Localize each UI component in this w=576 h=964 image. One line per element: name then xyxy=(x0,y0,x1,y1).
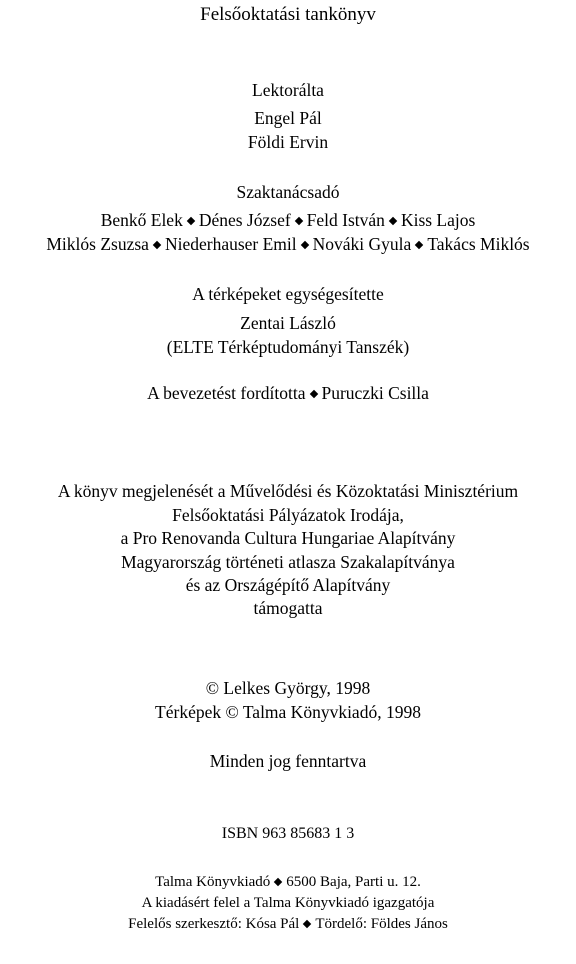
responsible-editor: Felelős szerkesztő: Kósa Pál xyxy=(128,916,300,932)
support-line: A könyv megjelenését a Művelődési és Közoktatási Minisztérium xyxy=(57,481,519,501)
isbn: ISBN 963 85683 1 3 xyxy=(221,825,355,842)
diamond-separator-icon xyxy=(300,241,308,249)
rights-reserved: Minden jog fenntartva xyxy=(209,751,367,771)
maps-editor-affiliation: (ELTE Térképtudományi Tanszék) xyxy=(166,337,410,357)
copyright-author: © Lelkes György, 1998 xyxy=(205,678,371,698)
consultant-name: Miklós Zsuzsa xyxy=(46,234,149,254)
publisher-line xyxy=(0,875,576,890)
consultant-name: Takács Miklós xyxy=(427,234,530,254)
diamond-separator-icon xyxy=(294,217,302,225)
maps-editor-name: Zentai László xyxy=(240,313,336,333)
consultants-row-2 xyxy=(0,236,576,254)
reviewer-name: Földi Ervin xyxy=(247,132,329,152)
diamond-separator-icon xyxy=(153,241,161,249)
publisher-address: 6500 Baja, Parti u. 12. xyxy=(286,874,421,890)
support-line: támogatta xyxy=(253,598,323,618)
diamond-separator-icon xyxy=(303,919,311,927)
copyright-maps: Térképek © Talma Könyvkiadó, 1998 xyxy=(155,702,421,722)
consultant-name: Dénes József xyxy=(198,210,291,230)
publisher-name: Talma Könyvkiadó xyxy=(155,874,271,890)
translation-credit xyxy=(0,385,576,403)
support-line: Magyarország történeti atlasza Szakalapítványa xyxy=(121,552,455,572)
maps-heading: A térképeket egységesítette xyxy=(192,284,384,304)
editor-line xyxy=(0,917,576,932)
diamond-separator-icon xyxy=(415,241,423,249)
consultant-name: Benkő Elek xyxy=(100,210,183,230)
translation-label: A bevezetést fordította xyxy=(147,383,306,403)
book-series-title: Felsőoktatási tankönyv xyxy=(200,4,376,25)
reviewers-heading: Lektorálta xyxy=(252,80,324,100)
support-line: a Pro Renovanda Cultura Hungariae Alapítvány xyxy=(120,528,456,548)
consultant-name: Nováki Gyula xyxy=(312,234,412,254)
publisher-responsible: A kiadásért felel a Talma Könyvkiadó igazgatója xyxy=(141,895,435,911)
diamond-separator-icon xyxy=(274,877,282,885)
consultant-name: Feld István xyxy=(306,210,385,230)
consultants-row-1 xyxy=(0,212,576,230)
translator-name: Puruczki Csilla xyxy=(321,383,429,403)
diamond-separator-icon xyxy=(187,217,195,225)
typesetter: Tördelő: Földes János xyxy=(315,916,448,932)
support-line: Felsőoktatási Pályázatok Irodája, xyxy=(172,505,404,525)
diamond-separator-icon xyxy=(309,390,317,398)
consultants-heading: Szaktanácsadó xyxy=(236,182,340,202)
diamond-separator-icon xyxy=(389,217,397,225)
consultant-name: Niederhauser Emil xyxy=(164,234,297,254)
consultant-name: Kiss Lajos xyxy=(400,210,476,230)
support-line: és az Országépítő Alapítvány xyxy=(185,575,391,595)
reviewer-name: Engel Pál xyxy=(254,108,322,128)
